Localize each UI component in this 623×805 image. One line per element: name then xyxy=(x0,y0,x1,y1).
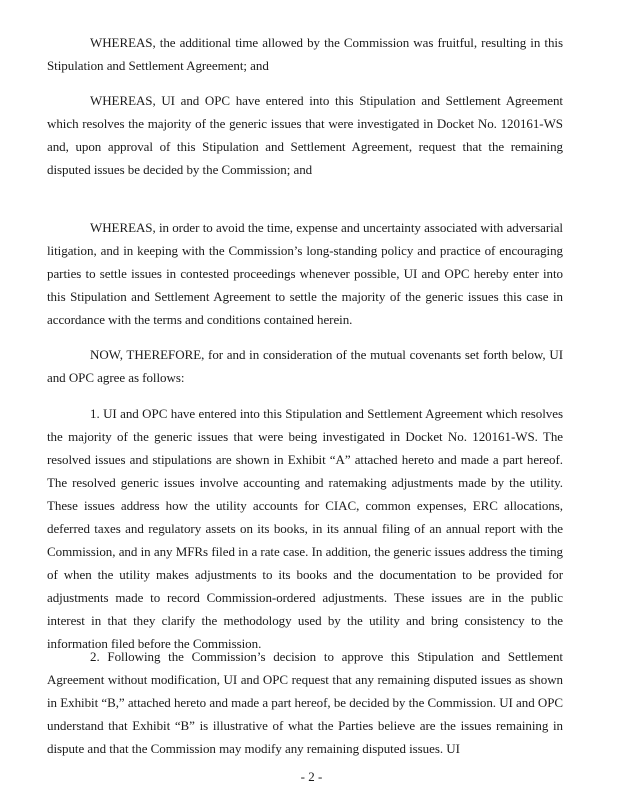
paragraph-clause-2: 2. Following the Commission’s decision to approve this Stipulation and Settlement Agreement without modification, UI and OPC request that any remaining disputed issues as shown in Exhibit “B,” attached hereto and made a part hereof, be decided by the Commission. UI and OPC understand that Exhibit “B” is illustrative of what the Parties believe are the issues remaining in dispute and that the Commission may modify any remaining disputed issues. UI xyxy=(47,649,563,756)
paragraph-clause-1: 1. UI and OPC have entered into this Stipulation and Settlement Agreement which resolves the majority of the generic issues that were being investigated in Docket No. 120161-WS. The resolved issues and stipulations are shown in Exhibit “A” attached hereto and made a part hereof. The resolved generic issues involve accounting and ratemaking adjustments made by the utility. These issues address how the utility accounts for CIAC, common expenses, ERC allocations, deferred taxes and regulatory assets on its books, in its annual filing of an annual report with the Commission, and in any MFRs filed in a rate case. In addition, the generic issues address the timing of when the utility makes adjustments to its books and the documentation to be provided for adjustments made to record Commission-ordered adjustments. These issues are in the public interest in that they clarify the methodology used by the utility and bring consistency to the information filed before the Commission. xyxy=(47,406,563,651)
paragraph-whereas-avoid-litigation: WHEREAS, in order to avoid the time, expense and uncertainty associated with adversarial litigation, and in keeping with the Commission’s long-standing policy and practice of encouraging parties to settle issues in contested proceedings whenever possible, UI and OPC hereby enter into this Stipulation and Settlement Agreement to settle the majority of the generic issues this case in accordance with the terms and conditions contained herein. xyxy=(47,220,563,327)
page-number: - 2 - xyxy=(300,769,323,784)
paragraph-now-therefore: NOW, THEREFORE, for and in consideration of the mutual covenants set forth below, UI and OPC agree as follows: xyxy=(47,347,563,385)
paragraph-whereas-additional-time: WHEREAS, the additional time allowed by the Commission was fruitful, resulting in this Stipulation and Settlement Agreement; and xyxy=(47,35,563,73)
paragraph-whereas-ui-opc-entered: WHEREAS, UI and OPC have entered into this Stipulation and Settlement Agreement which resolves the majority of the generic issues that were investigated in Docket No. 120161-WS and, upon approval of this Stipulation and Settlement Agreement, request that the remaining disputed issues be decided by the Commission; and xyxy=(47,93,563,177)
